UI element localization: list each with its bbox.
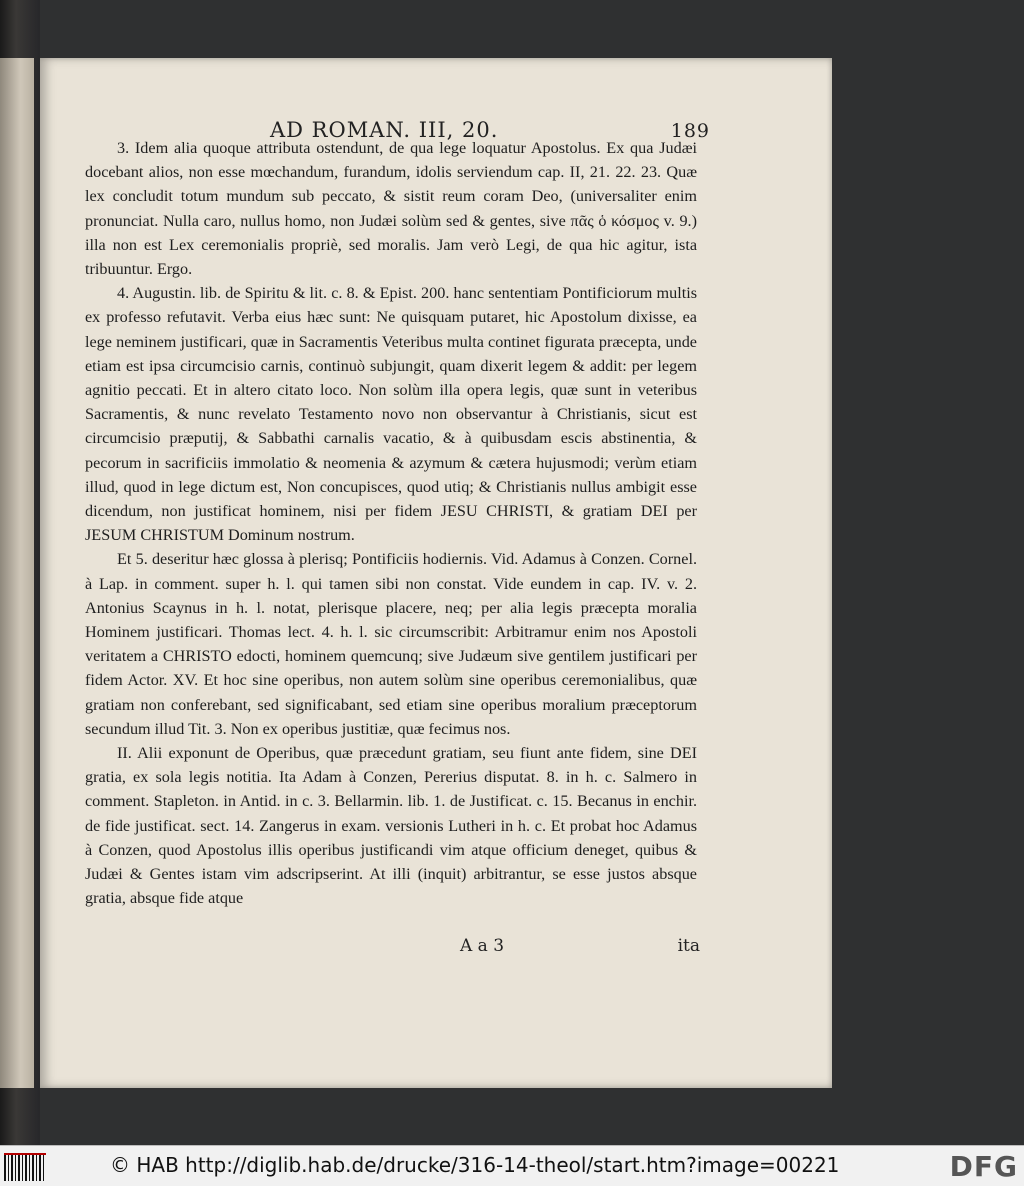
folio-number: 189 (670, 120, 710, 142)
book-page (40, 58, 832, 1088)
facing-page-edge (0, 58, 34, 1088)
dfg-logo: DFG (949, 1150, 1018, 1183)
paragraph-3: 3. Idem alia quoque attributa ostendunt, de qua lege loquatur Apostolus. Ex qua Judæi docebant alios, non esse mœchandum, furandum, idolis serviendum cap. II, 21. 22. 23. Quæ lex concludit totum mundum sub peccato, & sistit reum coram Deo, (universaliter enim pronunciat. Nulla caro, nullus homo, non Judæi solùm sed & gentes, sive πᾶς ὁ κόσμος v. 9.) illa non est Lex ceremonialis propriè, sed moralis. Jam verò Legi, de qua hic agitur, ista tribuuntur. Ergo. (85, 139, 697, 279)
paragraph-4: 4. Augustin. lib. de Spiritu & lit. c. 8. & Epist. 200. hanc sententiam Pontificiorum multis ex professo refutavit. Verba eius hæc sunt: Ne quisquam putaret, hic Apostolum dixisse, ea lege neminem justificari, quæ in Sacramentis Veteribus multa continet figurata præcepta, unde etiam est ipsa circumcisio carnis, continuò subjungit, quam dixerit legem & addit: per legem agnitio peccati. Et in altero citato loco. Non solùm illa opera legis, quæ sunt in veteribus Sacramentis, & nunc revelato Testamento novo non observantur à Christianis, sicut est circumcisio præputij, & Sabbathi carnalis vacatio, & à quibusdam escis abstinentia, & pecorum in sacrificiis immolatio & neomenia & azymum & cætera hujusmodi; verùm etiam illud, quod in lege dictum est, Non concupisces, quod utiq; & Christianis nullus ambigit esse dicendum, non justificat hominem, nisi per fidem JESU CHRISTI, & gratiam DEI per JESUM CHRISTUM Dominum nostrum. (85, 284, 697, 545)
paragraph-5: Et 5. deseritur hæc glossa à plerisq; Pontificiis hodiernis. Vid. Adamus à Conzen. Cornel. à Lap. in comment. super h. l. qui tamen sibi non constat. Vide eundem in cap. IV. v. 2. Antonius Scaynus in h. l. notat, plerisque placere, neq; per alia legis præcepta moralia Hominem justificari. Thomas lect. 4. h. l. sic circumscribit: Arbitramur enim nos Apostoli veritatem a CHRISTO edocti, hominem quemcunq; sive Judæum sive gentilem justificari per fidem Actor. XV. Et hoc sine operibus, non autem solùm sine operibus ceremonialibus, quæ gratiam non conferebant, sed significabant, sed etiam sine operibus moralium præceptorum secundum illud Tit. 3. Non ex operibus justitiæ, quæ fecimus nos. (85, 550, 697, 738)
viewer-footer-bar (0, 1145, 1024, 1186)
catchword: ita (677, 936, 700, 956)
copyright-link[interactable]: © HAB http://diglib.hab.de/drucke/316-14-theol/start.htm?image=00221 (110, 1153, 840, 1177)
paragraph-II: II. Alii exponunt de Operibus, quæ præcedunt gratiam, seu fiunt ante fidem, sine DEI gratia, ex sola legis notitia. Ita Adam à Conzen, Pererius disputat. 8. in h. c. Salmero in comment. Stapleton. in Antid. in c. 3. Bellarmin. lib. 1. de Justificat. c. 15. Becanus in enchir. de fide justificat. sect. 14. Zangerus in exam. versionis Lutheri in h. c. Et probat hoc Adamus à Conzen, quod Apostolus illis operibus justificandi vim atque officium deneget, quibus & Judæi & Gentes istam vim adscripserint. At illi (inquit) arbitrantur, se esse justos absque gratia, absque fide atque (85, 744, 697, 908)
running-title: AD ROMAN. III, 20. (270, 118, 499, 142)
page-footer (460, 936, 700, 956)
barcode-icon (4, 1153, 46, 1181)
body-text (85, 136, 697, 911)
signature-mark: A a 3 (460, 936, 505, 956)
